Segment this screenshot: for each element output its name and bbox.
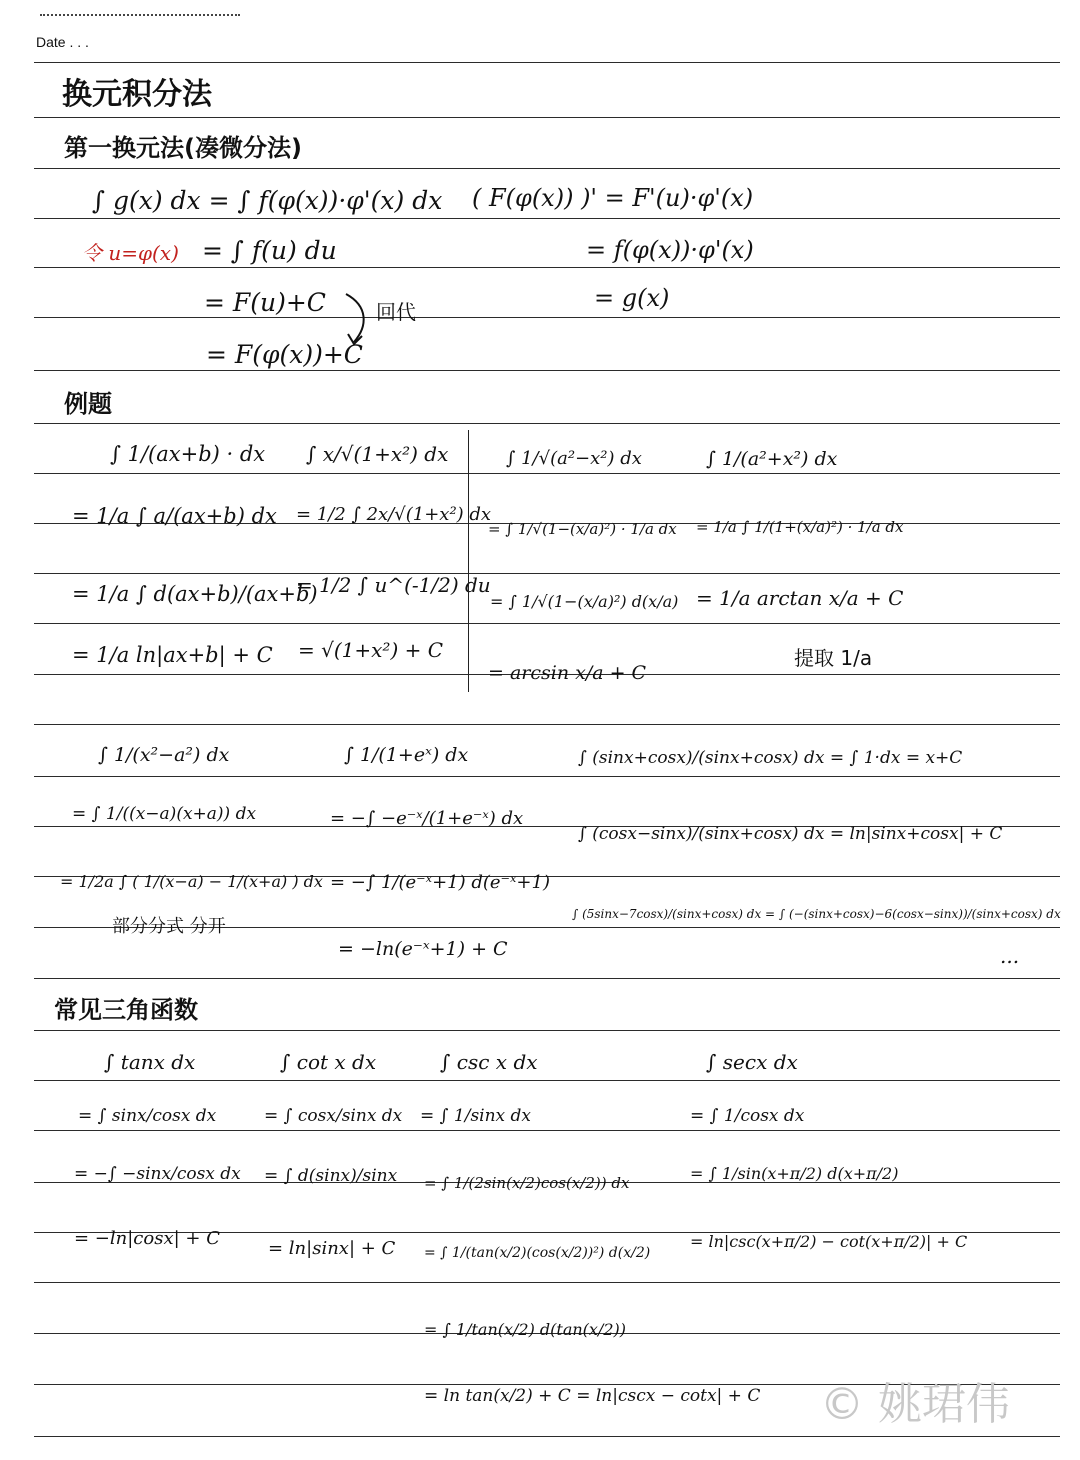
example-step: ∫ (cosx−sinx)/(sinx+cosx) dx = ln|sinx+cosx| + C	[578, 824, 1003, 844]
example-step: ∫ 1/(a²+x²) dx	[706, 448, 838, 470]
trig-step: ∫ cot x dx	[280, 1050, 377, 1074]
section-heading-trig: 常见三角函数	[54, 996, 198, 1024]
section-heading-examples: 例题	[64, 390, 112, 418]
example-step: ∫ (5sinx−7cosx)/(sinx+cosx) dx = ∫ (−(sinx+cosx)−6(cosx−sinx))/(sinx+cosx) dx	[572, 907, 1061, 921]
ruled-line	[34, 573, 1060, 574]
formula-line: = f(φ(x))·φ'(x)	[586, 236, 754, 264]
example-step: = 1/2a ∫ ( 1/(x−a) − 1/(x+a) ) dx	[60, 872, 323, 891]
ruled-line	[34, 1030, 1060, 1031]
example-step: = 1/2 ∫ 2x/√(1+x²) dx	[296, 504, 492, 525]
example-step: = 1/a arctan x/a + C	[696, 586, 904, 610]
ruled-line	[34, 1130, 1060, 1131]
ruled-line	[34, 1080, 1060, 1081]
ruled-line	[34, 317, 1060, 318]
example-step: ∫ x/√(1+x²) dx	[306, 442, 449, 466]
ellipsis: ...	[1000, 944, 1020, 968]
formula-line: = F(φ(x))+C	[206, 340, 363, 369]
ruled-line	[34, 218, 1060, 219]
formula-line: = ∫ f(u) du	[202, 236, 337, 265]
formula-line: ( F(φ(x)) )' = F'(u)·φ'(x)	[472, 184, 754, 212]
example-step: ∫ 1/√(a²−x²) dx	[506, 448, 642, 469]
example-step: = ∫ 1/((x−a)(x+a)) dx	[72, 804, 257, 824]
trig-step: = ∫ 1/sinx dx	[420, 1106, 532, 1126]
ruled-line	[34, 423, 1060, 424]
trig-step: ∫ secx dx	[706, 1050, 798, 1074]
example-step: ∫ (sinx+cosx)/(sinx+cosx) dx = ∫ 1·dx = x+C	[578, 748, 963, 768]
example-step: = 1/a ln|ax+b| + C	[72, 643, 273, 667]
ruled-line	[34, 1436, 1060, 1437]
trig-step: ∫ tanx dx	[104, 1050, 196, 1074]
extract-note: 提取 1/a	[794, 646, 873, 670]
trig-step: = ln|csc(x+π/2) − cot(x+π/2)| + C	[690, 1232, 968, 1251]
example-step: = −ln(e⁻ˣ+1) + C	[338, 938, 508, 960]
example-step: = 1/a ∫ 1/(1+(x/a)²) · 1/a dx	[696, 518, 904, 536]
formula-line: = g(x)	[594, 284, 670, 312]
column-divider	[468, 430, 469, 692]
example-step: = 1/a ∫ d(ax+b)/(ax+b)	[72, 582, 318, 606]
ruled-line	[34, 267, 1060, 268]
example-step: = −∫ 1/(e⁻ˣ+1) d(e⁻ˣ+1)	[330, 872, 550, 893]
ruled-line	[34, 117, 1060, 118]
date-label: Date . . .	[36, 34, 89, 50]
trig-step: = ∫ sinx/cosx dx	[78, 1106, 217, 1126]
example-step: = 1/a ∫ a/(ax+b) dx	[72, 504, 277, 528]
trig-step: = ln tan(x/2) + C = ln|cscx − cotx| + C	[424, 1386, 761, 1406]
back-substitution-arrow-icon	[342, 292, 376, 352]
ruled-line	[34, 776, 1060, 777]
trig-step: = ∫ d(sinx)/sinx	[264, 1166, 398, 1186]
trig-step: = ∫ 1/tan(x/2) d(tan(x/2))	[424, 1320, 626, 1339]
trig-step: = ∫ 1/(2sin(x/2)cos(x/2)) dx	[424, 1174, 630, 1192]
ruled-line	[34, 168, 1060, 169]
example-step: = ∫ 1/√(1−(x/a)²) · 1/a dx	[488, 520, 677, 538]
ruled-line	[34, 978, 1060, 979]
example-step: ∫ 1/(x²−a²) dx	[98, 744, 230, 766]
example-step: = −∫ −e⁻ˣ/(1+e⁻ˣ) dx	[330, 808, 524, 829]
substitution-note: 令 u=φ(x)	[82, 241, 179, 265]
top-dotted-line	[40, 14, 240, 16]
ruled-line	[34, 370, 1060, 371]
partial-fraction-note: 部分分式 分开	[112, 916, 226, 937]
trig-step: ∫ csc x dx	[440, 1050, 538, 1074]
section-heading-first-substitution: 第一换元法(凑微分法)	[64, 134, 302, 162]
page-title: 换元积分法	[62, 77, 212, 112]
example-step: = ∫ 1/√(1−(x/a)²) d(x/a)	[490, 592, 679, 611]
ruled-line	[34, 623, 1060, 624]
trig-step: = ∫ 1/cosx dx	[690, 1106, 805, 1126]
ruled-line	[34, 473, 1060, 474]
formula-line: = F(u)+C	[204, 288, 326, 317]
formula-line: ∫ g(x) dx = ∫ f(φ(x))·φ'(x) dx	[92, 186, 443, 215]
trig-step: = ∫ cosx/sinx dx	[264, 1106, 403, 1126]
trig-step: = ln|sinx| + C	[268, 1238, 396, 1259]
example-step: ∫ 1/(ax+b) · dx	[110, 442, 266, 466]
example-step: = arcsin x/a + C	[488, 662, 647, 684]
copyright-watermark: © 姚珺伟	[820, 1379, 1010, 1430]
trig-step: = −ln|cosx| + C	[74, 1228, 220, 1249]
example-step: ∫ 1/(1+eˣ) dx	[344, 744, 469, 766]
trig-step: = ∫ 1/(tan(x/2)(cos(x/2))²) d(x/2)	[424, 1245, 651, 1261]
ruled-line	[34, 724, 1060, 725]
ruled-line	[34, 1282, 1060, 1283]
trig-step: = ∫ 1/sin(x+π/2) d(x+π/2)	[690, 1164, 899, 1183]
example-step: = √(1+x²) + C	[298, 638, 444, 662]
example-step: = 1/2 ∫ u^(-1/2) du	[296, 573, 491, 597]
back-substitute-note: 回代	[376, 300, 416, 324]
trig-step: = −∫ −sinx/cosx dx	[74, 1164, 241, 1184]
ruled-line	[34, 62, 1060, 63]
